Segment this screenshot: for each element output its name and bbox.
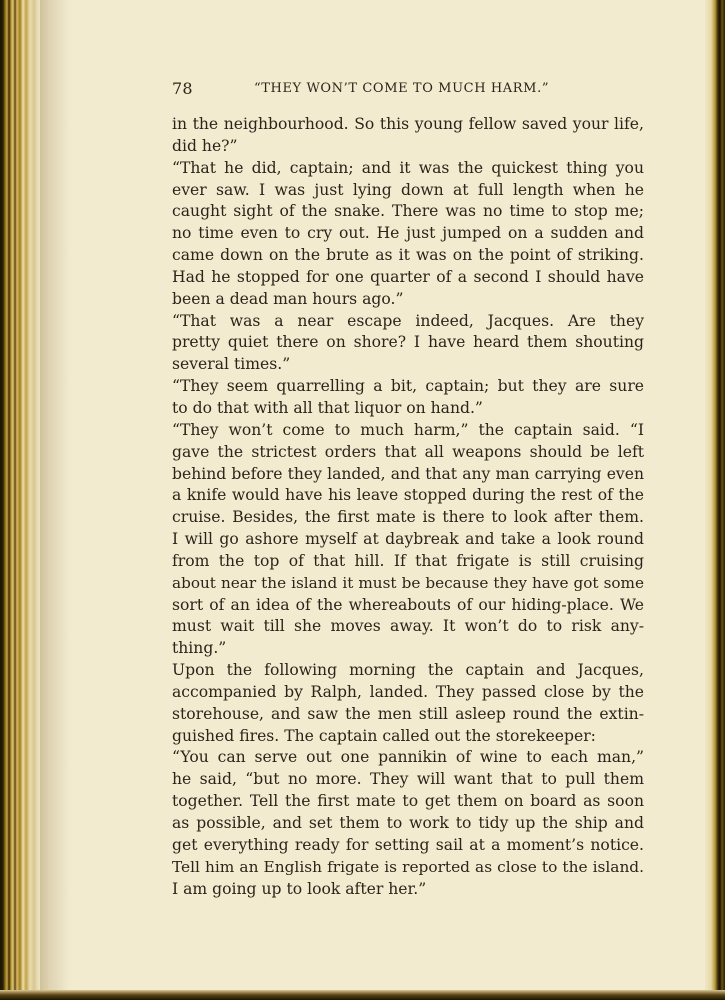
- text-line: get everything ready for setting sail at a moment’s notice.: [172, 835, 644, 854]
- text-line: Had he stopped for one quarter of a second I should have: [172, 267, 644, 286]
- text-line: Tell him an English frigate is reported as close to the island.: [172, 857, 644, 876]
- text-line: accompanied by Ralph, landed. They passed close by the: [172, 682, 644, 701]
- text-line: “They won’t come to much harm,” the captain said. “I: [172, 420, 644, 439]
- text-line: I am going up to look after her.”: [172, 879, 427, 898]
- text-line: no time even to cry out. He just jumped on a sudden and: [172, 224, 644, 243]
- text-line: a knife would have his leave stopped during the rest of the: [172, 486, 644, 505]
- text-line: several times.”: [172, 355, 291, 374]
- text-line: storehouse, and saw the men still asleep round the extin-: [172, 704, 644, 723]
- text-line: to do that with all that liquor on hand.”: [172, 398, 483, 417]
- text-line: he said, “but no more. They will want that to pull them: [172, 770, 644, 789]
- text-line: “You can serve out one pannikin of wine to each man,”: [172, 748, 644, 767]
- text-line: must wait till she moves away. It won’t do to risk any-: [172, 617, 644, 636]
- running-head: [172, 79, 644, 101]
- text-line: behind before they landed, and that any man carrying even: [172, 464, 644, 483]
- text-line: came down on the brute as it was on the point of striking.: [172, 246, 644, 265]
- text-line: caught sight of the snake. There was no time to stop me;: [172, 202, 644, 221]
- text-line: in the neighbourhood. So this young fellow saved your life,: [172, 115, 644, 133]
- text-line: cruise. Besides, the first mate is there to look after them.: [172, 508, 644, 527]
- text-line: ever saw. I was just lying down at full length when he: [172, 180, 644, 199]
- text-line: from the top of that hill. If that frigate is still cruising: [172, 551, 644, 570]
- text-line: thing.”: [172, 639, 227, 658]
- text-line: guished fires. The captain called out the storekeeper:: [172, 726, 596, 745]
- text-line: “That he did, captain; and it was the quickest thing you: [172, 158, 644, 177]
- text-line: been a dead man hours ago.”: [172, 289, 404, 308]
- text-line: pretty quiet there on shore? I have heard them shouting: [172, 333, 644, 352]
- text-line: Upon the following morning the captain and Jacques,: [172, 661, 644, 680]
- text-line: “That was a near escape indeed, Jacques. Are they: [172, 311, 644, 330]
- running-title: “THEY WON’T COME TO MUCH HARM.”: [254, 81, 550, 96]
- text-line: “They seem quarrelling a bit, captain; but they are sure: [172, 377, 644, 396]
- text-line: sort of an idea of the whereabouts of our hiding-place. We: [172, 595, 644, 614]
- text-line: did he?”: [172, 136, 238, 155]
- text-line: together. Tell the first mate to get them on board as soon: [172, 792, 644, 811]
- text-line: about near the island it must be because they have got some: [172, 573, 644, 592]
- text-line: as possible, and set them to work to tidy up the ship and: [172, 814, 644, 832]
- body-text: [172, 114, 644, 900]
- text-line: I will go ashore myself at daybreak and take a look round: [172, 530, 644, 549]
- text-line: gave the strictest orders that all weapons should be left: [172, 442, 644, 461]
- page-number: 78: [172, 79, 193, 98]
